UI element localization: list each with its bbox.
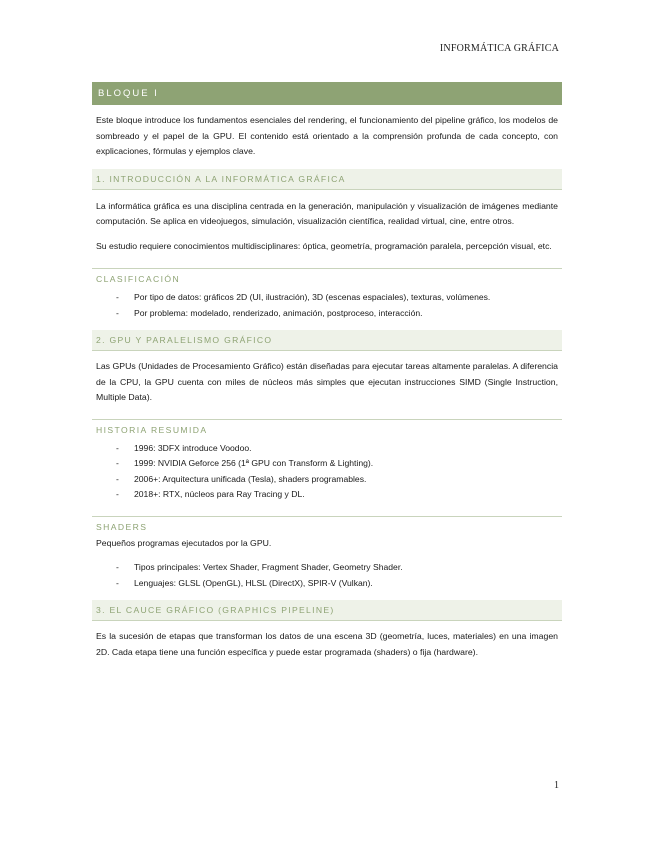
shaders-heading: SHADERS bbox=[92, 516, 562, 533]
section-3-heading: 3. EL CAUCE GRÁFICO (GRAPHICS PIPELINE) bbox=[92, 600, 562, 621]
block-title: BLOQUE I bbox=[92, 82, 562, 105]
section-1-heading: 1. INTRODUCCIÓN A LA INFORMÁTICA GRÁFICA bbox=[92, 169, 562, 190]
list-item: - Tipos principales: Vertex Shader, Fragment Shader, Geometry Shader. bbox=[116, 562, 403, 572]
list-item: - 2006+: Arquitectura unificada (Tesla), shaders programables. bbox=[116, 473, 367, 484]
classification-heading: CLASIFICACIÓN bbox=[92, 268, 562, 285]
page-content bbox=[92, 82, 562, 660]
history-list bbox=[92, 441, 562, 503]
classification-list bbox=[92, 290, 562, 321]
list-item: - Por problema: modelado, renderizado, animación, postproceso, interacción. bbox=[116, 307, 423, 318]
list-item: - 1996: 3DFX introduce Voodoo. bbox=[116, 442, 252, 453]
history-heading: HISTORIA RESUMIDA bbox=[92, 419, 562, 436]
shaders-intro: Pequeños programas ejecutados por la GPU. bbox=[96, 537, 272, 548]
section-2-paragraph-1: Las GPUs (Unidades de Procesamiento Gráfico) están diseñadas para ejecutar tareas altamente paralelas. A diferencia de la CPU, la GPU cuenta con miles de núcleos más simples que ejecutan instrucciones SIMD (Single Instruction, Multiple Data). bbox=[96, 361, 558, 402]
list-item: - 1999: NVIDIA Geforce 256 (1ª GPU con Transform & Lighting). bbox=[116, 458, 374, 468]
page-number: 1 bbox=[554, 780, 559, 791]
list-item: - 2018+: RTX, núcleos para Ray Tracing y DL. bbox=[116, 489, 305, 499]
block-intro: Este bloque introduce los fundamentos esenciales del rendering, el funcionamiento del pipeline gráfico, los modelos de sombreado y el papel de la GPU. El contenido está orientado a la comprensión profunda de cada concepto, con explicaciones, fórmulas y ejemplos clave. bbox=[96, 115, 558, 156]
section-2-heading: 2. GPU Y PARALELISMO GRÁFICO bbox=[92, 330, 562, 351]
section-1-paragraph-1: La informática gráfica es una disciplina centrada en la generación, manipulación y visualización de imágenes mediante computación. Se aplica en videojuegos, simulación, visualización científica, realidad virtual, cine, entre otros. bbox=[96, 200, 558, 226]
list-item: - Lenguajes: GLSL (OpenGL), HLSL (DirectX), SPIR-V (Vulkan). bbox=[116, 577, 373, 588]
section-3-paragraph-1: Es la sucesión de etapas que transforman los datos de una escena 3D (geometría, luces, materiales) en una imagen 2D. Cada etapa tiene una función específica y puede estar programada (shaders) o fija (hardware). bbox=[96, 631, 558, 657]
shaders-list bbox=[92, 560, 562, 591]
running-header-title: INFORMÁTICA GRÁFICA bbox=[439, 43, 559, 54]
section-1-paragraph-2: Su estudio requiere conocimientos multidisciplinares: óptica, geometría, programación paralela, percepción visual, etc. bbox=[96, 240, 552, 251]
list-item: - Por tipo de datos: gráficos 2D (UI, ilustración), 3D (escenas espaciales), texturas, volúmenes. bbox=[116, 292, 491, 302]
